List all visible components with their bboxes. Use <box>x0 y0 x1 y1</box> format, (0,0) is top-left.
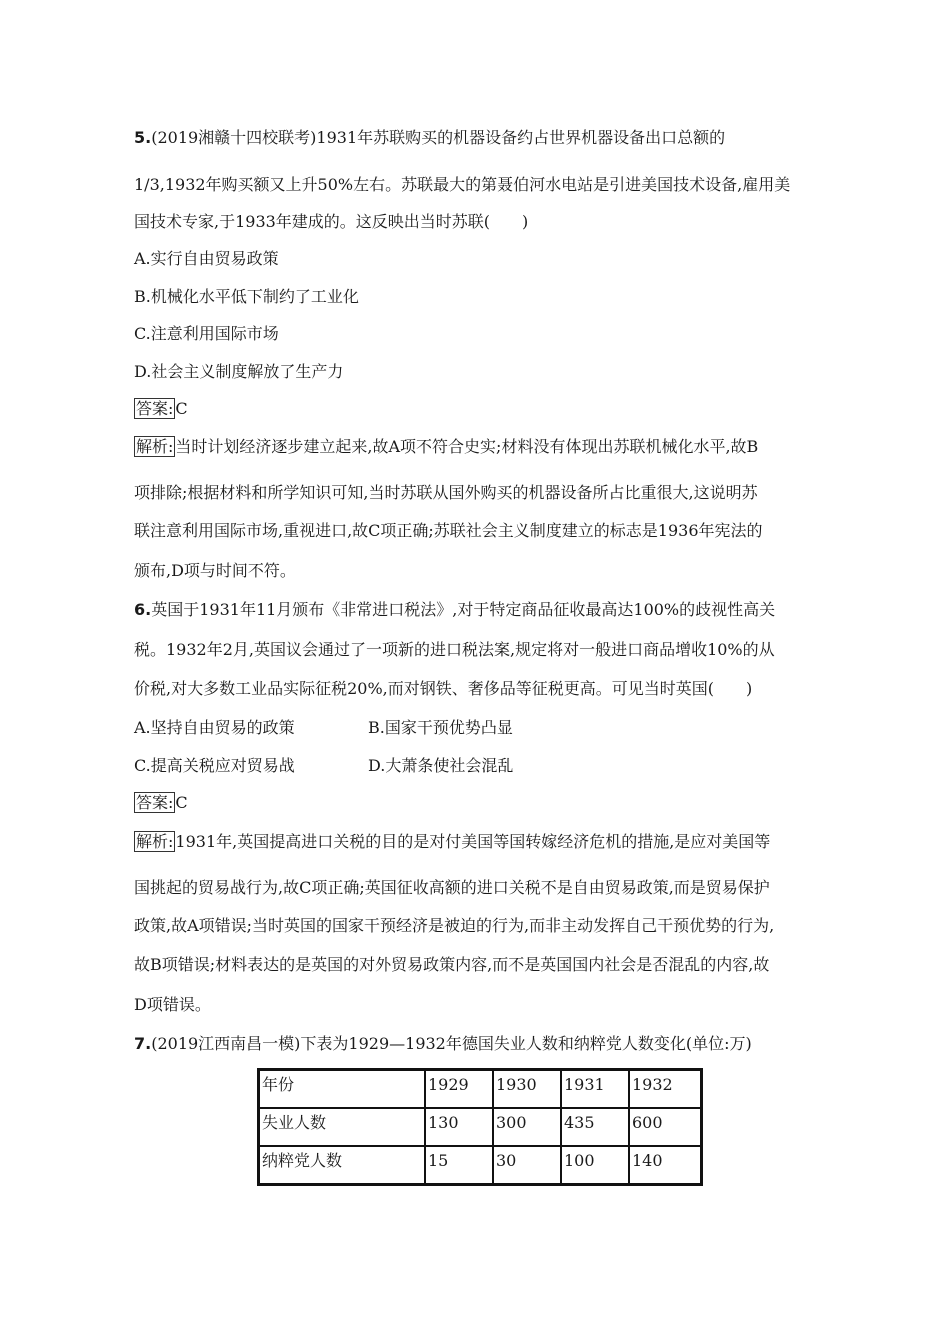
table-cell: 100 <box>561 1146 629 1185</box>
table-cell: 年份 <box>259 1070 426 1109</box>
q6-stem-line-2: 税。1932年2月,英国议会通过了一项新的进口税法案,规定将对一般进口商品增收10%的从 <box>134 640 775 659</box>
q5-option-b: B.机械化水平低下制约了工业化 <box>134 287 359 306</box>
q5-answer <box>134 399 188 419</box>
table-cell: 失业人数 <box>259 1108 426 1146</box>
q5-number: 5. <box>134 128 152 147</box>
q6-option-d: D.大萧条使社会混乱 <box>368 756 514 775</box>
table-cell: 1932 <box>629 1070 702 1109</box>
q5-option-d: D.社会主义制度解放了生产力 <box>134 362 344 381</box>
q5-stem-line-2: 1/3,1932年购买额又上升50%左右。苏联最大的第聂伯河水电站是引进美国技术设备,雇用美 <box>134 175 791 194</box>
table-cell: 130 <box>425 1108 493 1146</box>
table-cell: 600 <box>629 1108 702 1146</box>
answer-value: C <box>175 399 188 418</box>
q7-number: 7. <box>134 1034 152 1053</box>
table-cell: 1929 <box>425 1070 493 1109</box>
q6-option-c: C.提高关税应对贸易战 <box>134 756 295 775</box>
table-cell: 435 <box>561 1108 629 1146</box>
table-row <box>259 1146 702 1185</box>
answer-label: 答案: <box>136 399 174 418</box>
q6-option-a: A.坚持自由贸易的政策 <box>134 718 295 737</box>
q5-analysis-line-1: 解析: 当时计划经济逐步建立起来,故A项不符合史实;材料没有体现出苏联机械化水平,故B <box>136 437 759 456</box>
answer-label: 答案: <box>136 793 174 812</box>
q6-analysis-line-3: 政策,故A项错误;当时英国的国家干预经济是被迫的行为,而非主动发挥自己干预优势的行为, <box>134 916 775 935</box>
table-cell: 1931 <box>561 1070 629 1109</box>
answer-value: C <box>175 793 188 812</box>
q6-analysis-line-2: 国挑起的贸易战行为,故C项正确;英国征收高额的进口关税不是自由贸易政策,而是贸易保护 <box>134 878 770 897</box>
data-table <box>257 1068 703 1186</box>
table-cell: 30 <box>493 1146 561 1185</box>
q5-stem-line-1: 5.(2019湘赣十四校联考)1931年苏联购买的机器设备约占世界机器设备出口总额的 <box>134 128 726 147</box>
q6-stem-line-1: 6.英国于1931年11月颁布《非常进口税法》,对于特定商品征收最高达100%的歧视性高关 <box>134 600 776 619</box>
q5-option-c: C.注意利用国际市场 <box>134 324 279 343</box>
q5-analysis-line-3: 联注意利用国际市场,重视进口,故C项正确;苏联社会主义制度建立的标志是1936年宪法的 <box>134 521 763 540</box>
q6-option-b: B.国家干预优势凸显 <box>368 718 513 737</box>
q6-analysis-line-4: 故B项错误;材料表达的是英国的对外贸易政策内容,而不是英国国内社会是否混乱的内容,故 <box>134 955 770 974</box>
q5-analysis-line-2: 项排除;根据材料和所学知识可知,当时苏联从国外购买的机器设备所占比重很大,这说明苏 <box>134 483 758 502</box>
table-cell: 15 <box>425 1146 493 1185</box>
q7-stem: 7.(2019江西南昌一模)下表为1929—1932年德国失业人数和纳粹党人数变化(单位:万) <box>134 1034 752 1053</box>
q5-option-a: A.实行自由贸易政策 <box>134 249 279 268</box>
table-cell: 140 <box>629 1146 702 1185</box>
analysis-label: 解析: <box>136 437 174 456</box>
q5-stem-line-3: 国技术专家,于1933年建成的。这反映出当时苏联( ) <box>134 212 529 231</box>
table-cell: 300 <box>493 1108 561 1146</box>
q6-number: 6. <box>134 600 152 619</box>
table-row <box>259 1108 702 1146</box>
analysis-label: 解析: <box>136 832 174 851</box>
q6-analysis-line-5: D项错误。 <box>134 995 211 1014</box>
q6-analysis-line-1: 解析: 1931年,英国提高进口关税的目的是对付美国等国转嫁经济危机的措施,是应对美国等 <box>136 832 771 851</box>
q6-answer <box>134 793 188 813</box>
table-cell: 1930 <box>493 1070 561 1109</box>
table-row <box>259 1070 702 1109</box>
q5-analysis-line-4: 颁布,D项与时间不符。 <box>134 561 296 580</box>
q6-stem-line-3: 价税,对大多数工业品实际征税20%,而对钢铁、奢侈品等征税更高。可见当时英国( ) <box>134 679 753 698</box>
table-cell: 纳粹党人数 <box>259 1146 426 1185</box>
